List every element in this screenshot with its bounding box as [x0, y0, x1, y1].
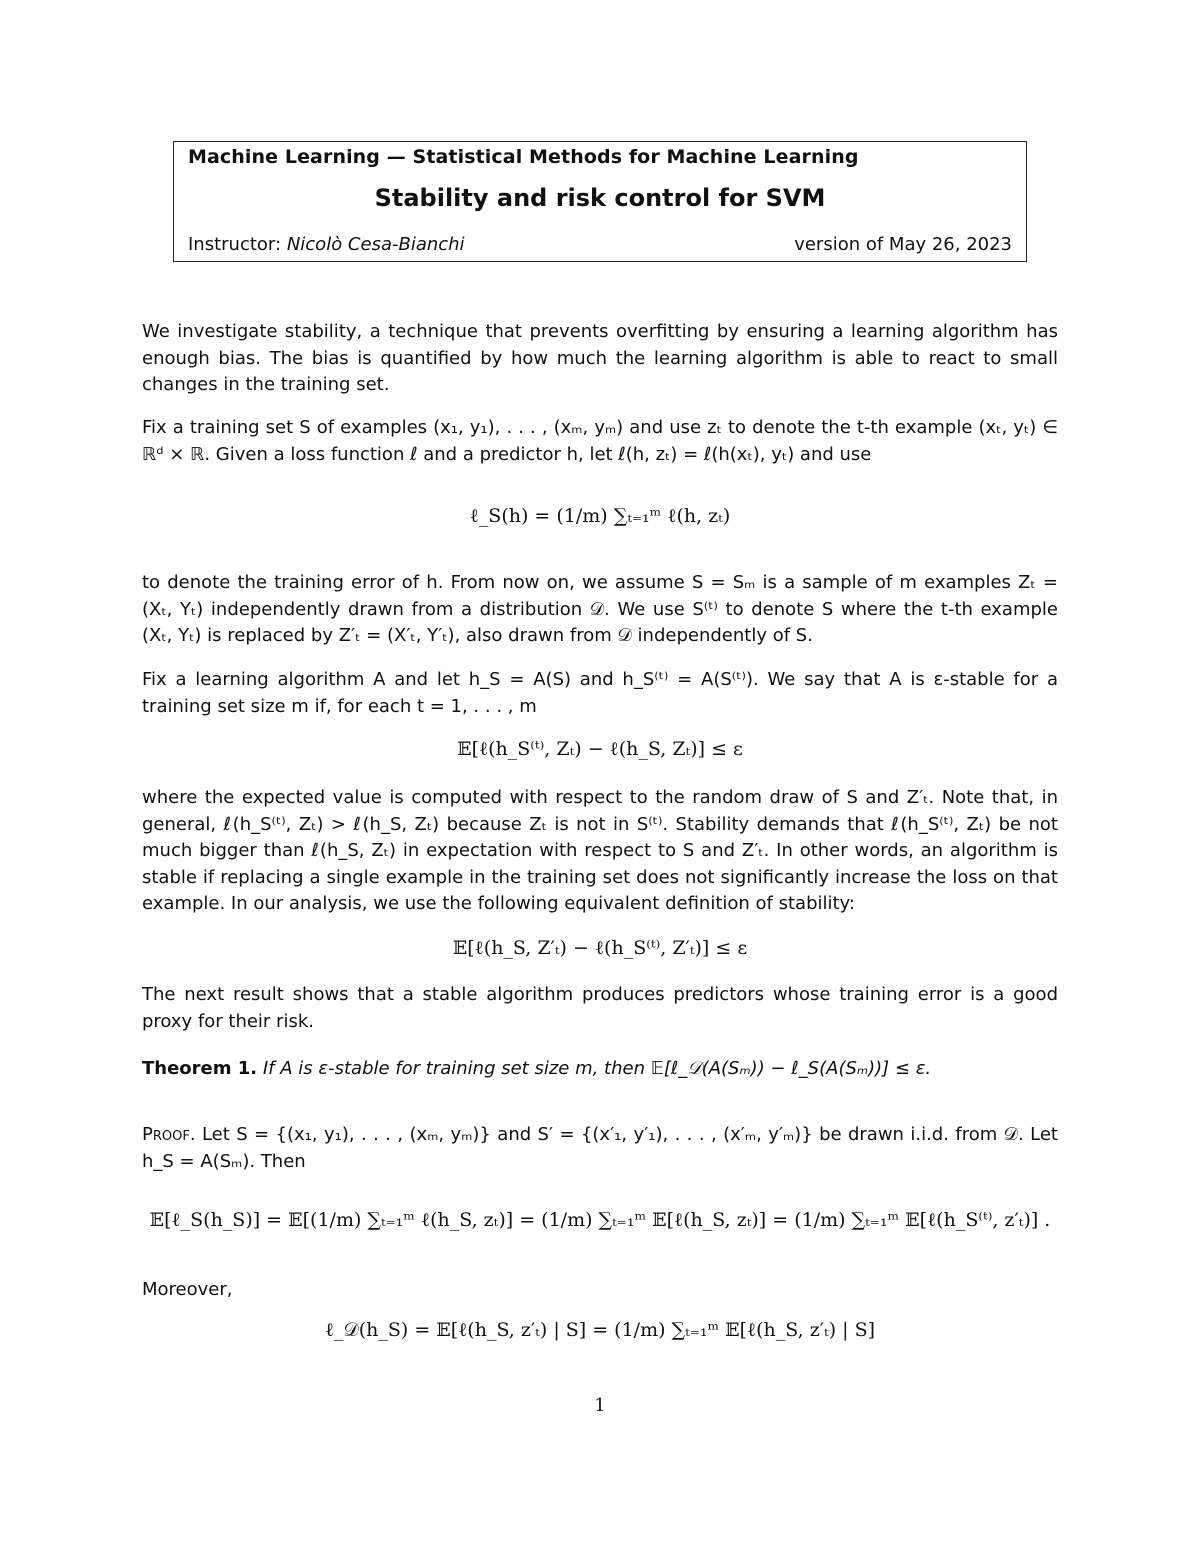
course-title: Machine Learning — Statistical Methods for Machine Learning	[188, 146, 859, 168]
proof-label: Proof.	[142, 1124, 196, 1145]
paragraph-intro: We investigate stability, a technique that prevents overfitting by ensuring a learning algorithm has enough bias. The bias is quantified by how much the learning algorithm is able to react to small changes in the training set.	[142, 321, 1058, 395]
theorem-1	[142, 1056, 1058, 1083]
paragraph-moreover: Moreover,	[142, 1279, 233, 1300]
paragraph-stability-def: Fix a learning algorithm A and let h_S = A(S) and h_S⁽ᵗ⁾ = A(S⁽ᵗ⁾). We say that A is ε-stable for a training set size m if, for each t = 1, . . . , m	[142, 669, 1058, 717]
equation-stability: 𝔼[ℓ(h_S⁽ᵗ⁾, Zₜ) − ℓ(h_S, Zₜ)] ≤ ε	[457, 738, 743, 760]
instructor-name: Nicolò Cesa-Bianchi	[286, 234, 465, 255]
document-title: Stability and risk control for SVM	[374, 184, 826, 212]
proof-text: Let S = {(x₁, y₁), . . . , (xₘ, yₘ)} and S′ = {(x′₁, y′₁), . . . , (x′ₘ, y′ₘ)} be drawn i.i.d. from 𝒟. Let h_S = A(Sₘ). Then	[142, 1124, 1058, 1172]
paragraph-training-set: Fix a training set S of examples (x₁, y₁), . . . , (xₘ, yₘ) and use zₜ to denote the t-th example (xₜ, yₜ) ∈ ℝᵈ × ℝ. Given a loss function ℓ and a predictor h, let ℓ(h, zₜ) = ℓ(h(xₜ), yₜ) and use	[142, 417, 1058, 465]
paragraph-stability-explained: where the expected value is computed with respect to the random draw of S and Z′ₜ. Note that, in general, ℓ(h_S⁽ᵗ⁾, Zₜ) > ℓ(h_S, Zₜ) because Zₜ is not in S⁽ᵗ⁾. Stability demands that ℓ(h_S⁽ᵗ⁾, Zₜ) be not much bigger than ℓ(h_S, Zₜ) in expectation with respect to S and Z′ₜ. In other words, an algorithm is stable if replacing a single example in the training set does not significantly increase the loss on that example. In our analysis, we use the following equivalent definition of stability:	[142, 787, 1058, 914]
version-date: version of May 26, 2023	[794, 234, 1012, 255]
paragraph-next-result: The next result shows that a stable algorithm produces predictors whose training error is a good proxy for their risk.	[142, 984, 1058, 1032]
theorem-label: Theorem 1.	[142, 1058, 258, 1079]
header-box	[173, 141, 1027, 262]
instructor-label: Instructor:	[188, 234, 287, 255]
equation-stability-equivalent: 𝔼[ℓ(h_S, Z′ₜ) − ℓ(h_S⁽ᵗ⁾, Z′ₜ)] ≤ ε	[452, 937, 748, 959]
page-number: 1	[594, 1395, 606, 1416]
instructor-line	[188, 234, 465, 255]
paragraph-sample: to denote the training error of h. From now on, we assume S = Sₘ is a sample of m examples Zₜ = (Xₜ, Yₜ) independently drawn from a distribution 𝒟. We use S⁽ᵗ⁾ to denote S where the t-th example (Xₜ, Yₜ) is replaced by Z′ₜ = (X′ₜ, Y′ₜ), also drawn from 𝒟 independently of S.	[142, 572, 1058, 646]
proof	[142, 1122, 1058, 1175]
theorem-body: If A is ε-stable for training set size m, then 𝔼[ℓ_𝒟(A(Sₘ)) − ℓ_S(A(Sₘ))] ≤ ε.	[262, 1058, 932, 1079]
equation-risk: ℓ_𝒟(h_S) = 𝔼[ℓ(h_S, z′ₜ) | S] = (1/m) ∑ₜ₌₁ᵐ 𝔼[ℓ(h_S, z′ₜ) | S]	[324, 1319, 876, 1341]
equation-expected-training-error: 𝔼[ℓ_S(h_S)] = 𝔼[(1/m) ∑ₜ₌₁ᵐ ℓ(h_S, zₜ)] = (1/m) ∑ₜ₌₁ᵐ 𝔼[ℓ(h_S, zₜ)] = (1/m) ∑ₜ₌₁ᵐ 𝔼[ℓ(h_S⁽ᵗ⁾, z′ₜ)] .	[149, 1209, 1051, 1231]
equation-training-error: ℓ_S(h) = (1/m) ∑ₜ₌₁ᵐ ℓ(h, zₜ)	[469, 505, 731, 527]
